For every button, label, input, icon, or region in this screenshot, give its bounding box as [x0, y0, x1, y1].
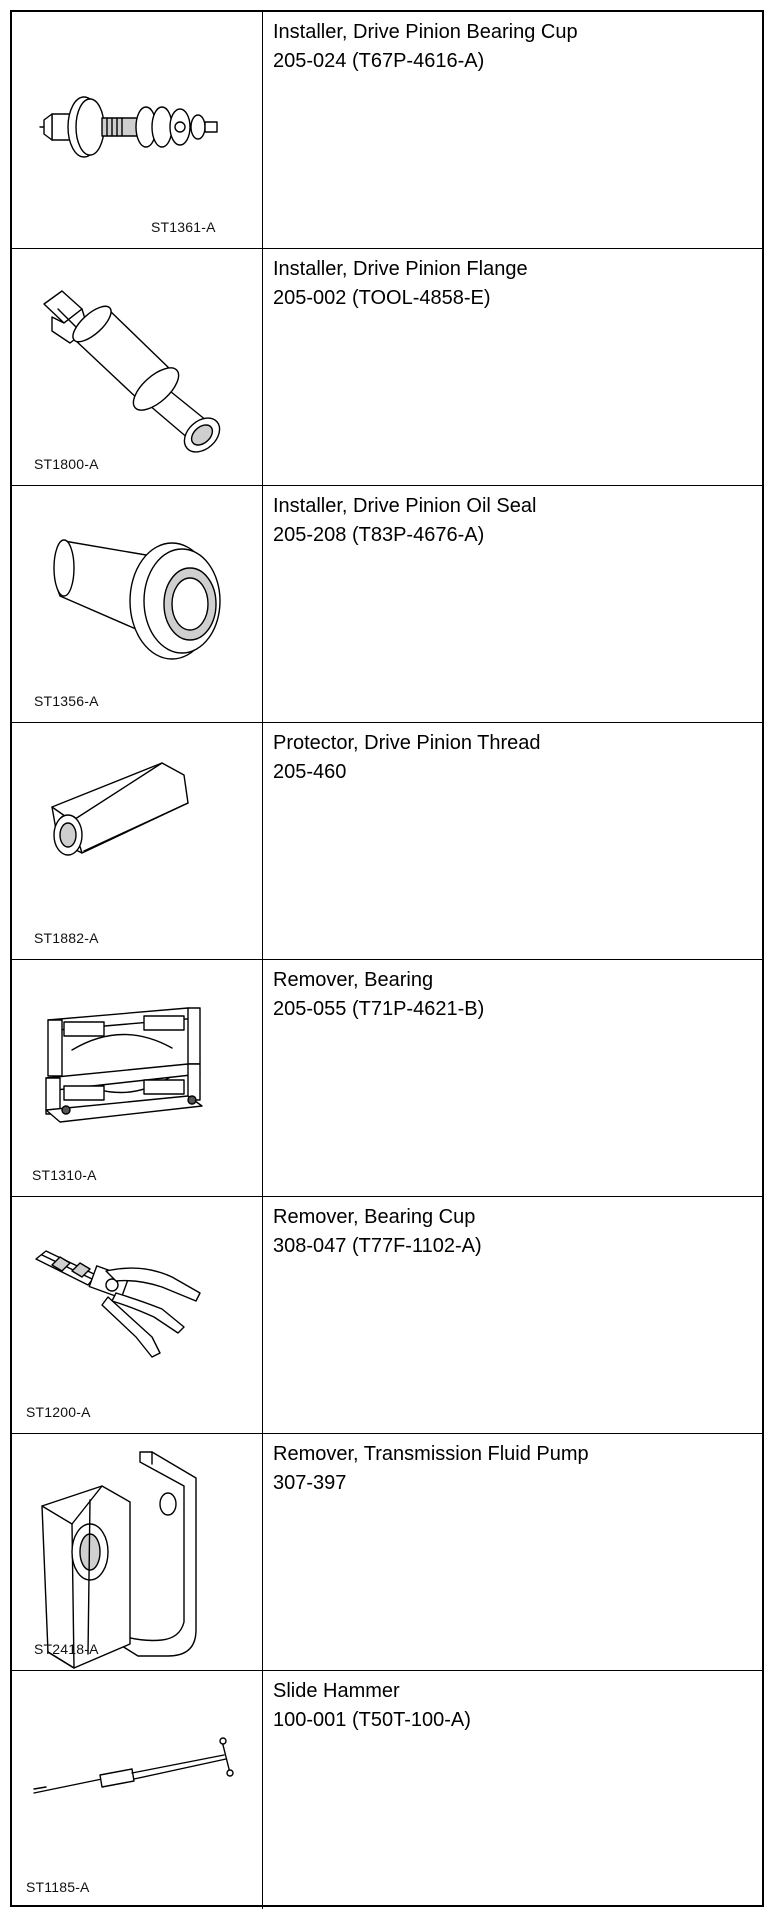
illustration-code: ST1310-A: [32, 1167, 97, 1183]
tool-name: Remover, Transmission Fluid Pump: [273, 1443, 589, 1465]
tool-image-cell: [12, 960, 263, 1196]
tool-number: 308-047 (T77F-1102-A): [273, 1235, 482, 1257]
bearing-remover-icon: [12, 960, 263, 1197]
tool-image-cell: [12, 1671, 263, 1909]
tool-number: 205-024 (T67P-4616-A): [273, 50, 485, 72]
tool-name: Protector, Drive Pinion Thread: [273, 732, 541, 754]
illustration-code: ST1356-A: [34, 693, 99, 709]
fluid-pump-remover-icon: [12, 1434, 263, 1671]
tool-number: 205-002 (TOOL-4858-E): [273, 287, 491, 309]
illustration-code: ST1200-A: [26, 1404, 91, 1420]
tool-row: [12, 249, 762, 486]
bearing-cup-remover-icon: [12, 1197, 263, 1434]
tool-number: 100-001 (T50T-100-A): [273, 1709, 471, 1731]
tool-name: Slide Hammer: [273, 1680, 400, 1702]
tool-row: [12, 1671, 762, 1909]
tool-number: 307-397: [273, 1472, 347, 1494]
tool-image-cell: [12, 1434, 263, 1670]
tool-name: Remover, Bearing Cup: [273, 1206, 476, 1228]
tool-description: [273, 1440, 752, 1498]
bearing-cup-installer-icon: [12, 12, 263, 249]
tool-description: [273, 729, 752, 787]
tool-description: [273, 255, 752, 313]
tool-row: [12, 486, 762, 723]
oil-seal-installer-icon: [12, 486, 263, 723]
illustration-code: ST1800-A: [34, 456, 99, 472]
tool-number: 205-208 (T83P-4676-A): [273, 524, 485, 546]
tool-name: Installer, Drive Pinion Flange: [273, 258, 528, 280]
illustration-code: ST1882-A: [34, 930, 99, 946]
tool-image-cell: [12, 12, 263, 248]
tool-image-cell: [12, 249, 263, 485]
tool-row: [12, 723, 762, 960]
tool-row: [12, 1434, 762, 1671]
tool-image-cell: [12, 723, 263, 959]
slide-hammer-icon: [12, 1671, 263, 1909]
tool-row: [12, 1197, 762, 1434]
tool-image-cell: [12, 1197, 263, 1433]
tool-number: 205-055 (T71P-4621-B): [273, 998, 485, 1020]
thread-protector-icon: [12, 723, 263, 960]
tool-name: Installer, Drive Pinion Oil Seal: [273, 495, 537, 517]
illustration-code: ST1185-A: [26, 1879, 90, 1895]
illustration-code: ST1361-A: [151, 219, 216, 235]
special-tools-table: [10, 10, 764, 1907]
tool-number: 205-460: [273, 761, 347, 783]
tool-description: [273, 966, 752, 1024]
tool-description: [273, 1677, 752, 1735]
tool-row: [12, 960, 762, 1197]
flange-installer-icon: [12, 249, 263, 486]
tool-name: Remover, Bearing: [273, 969, 434, 991]
tool-description: [273, 492, 752, 550]
tool-row: [12, 12, 762, 249]
tool-image-cell: [12, 486, 263, 722]
tool-description: [273, 18, 752, 76]
tool-name: Installer, Drive Pinion Bearing Cup: [273, 21, 578, 43]
tool-description: [273, 1203, 752, 1261]
illustration-code: ST2418-A: [34, 1641, 99, 1657]
